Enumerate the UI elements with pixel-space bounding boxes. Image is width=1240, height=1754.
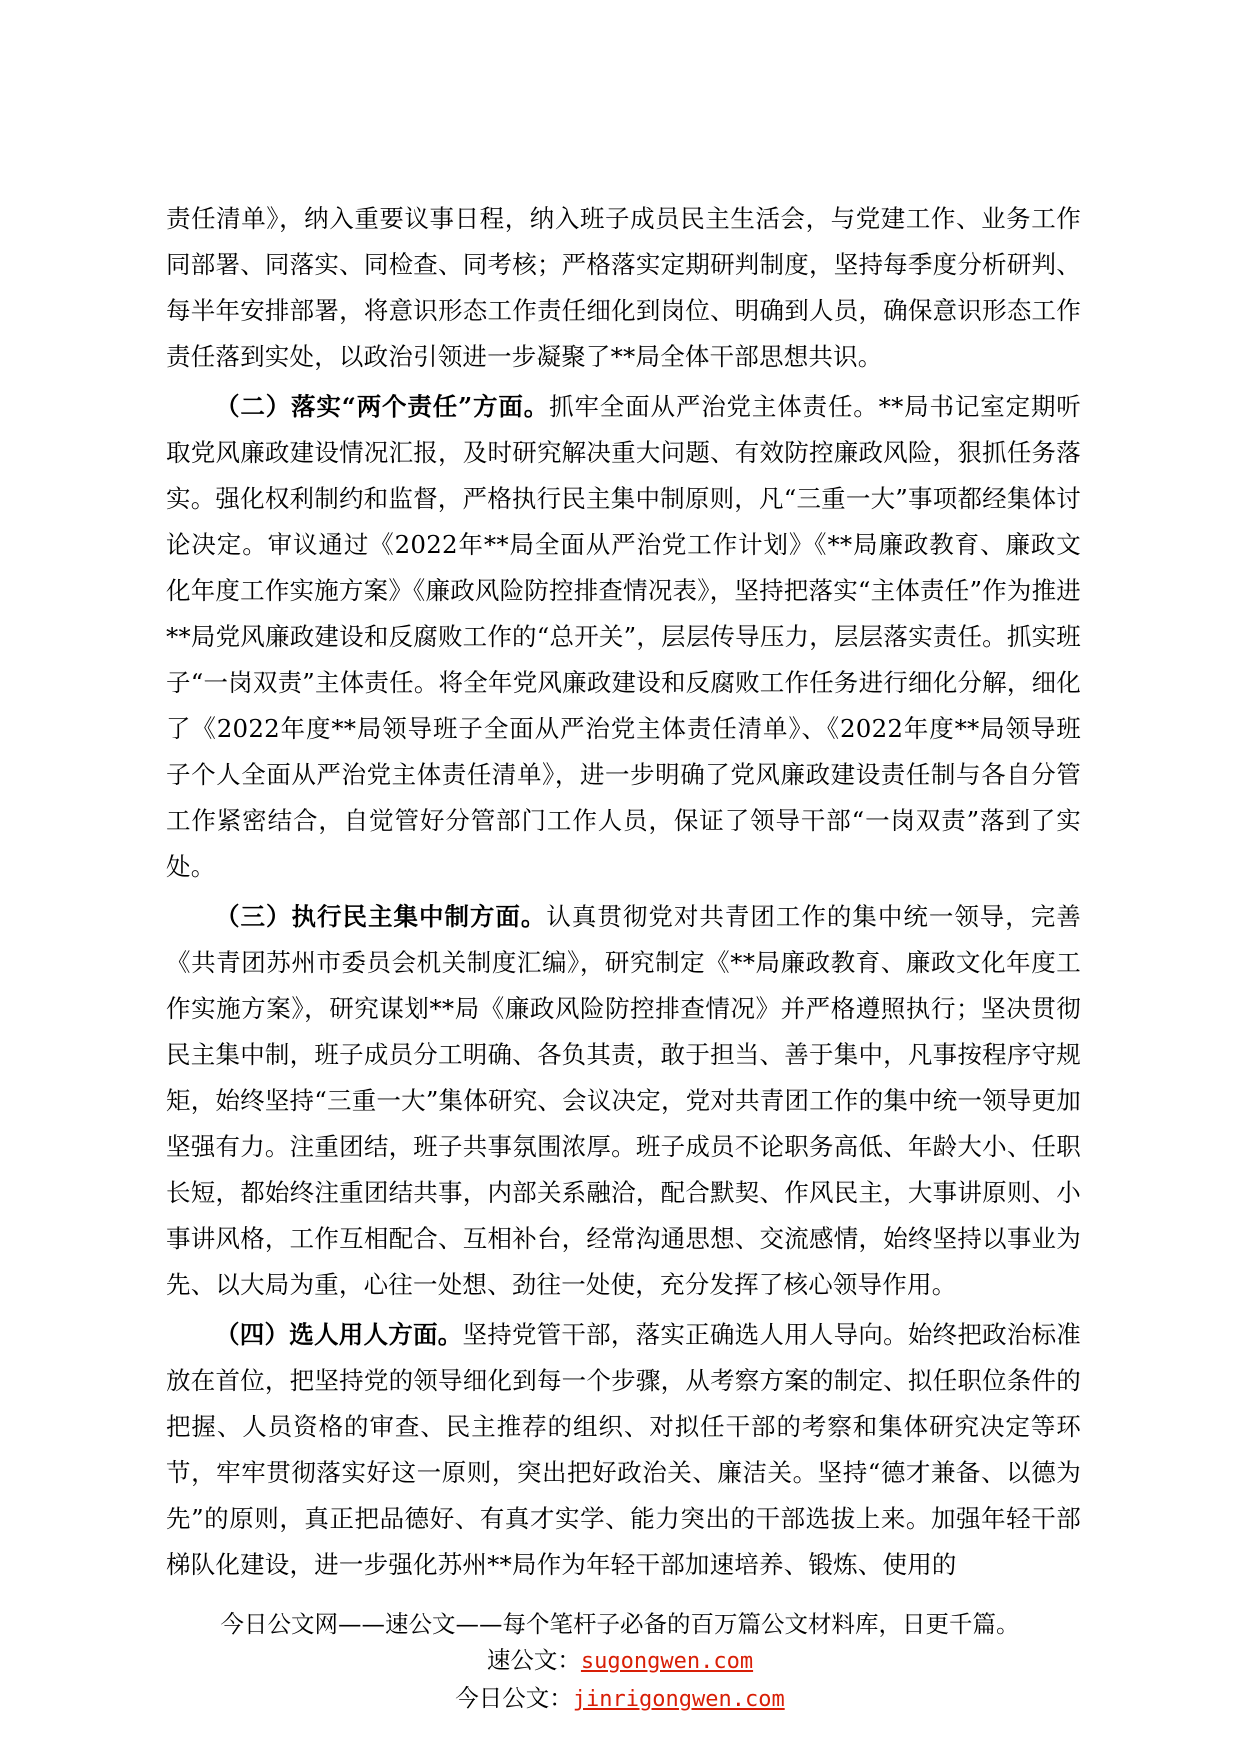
footer-link-sugongwen[interactable]: sugongwen.com bbox=[580, 1649, 754, 1674]
section-paragraph-2 bbox=[166, 384, 1081, 890]
watermark-footer bbox=[0, 1606, 1240, 1718]
footer-site-label-2: 今日公文： bbox=[455, 1684, 573, 1712]
section-body-3: 认真贯彻党对共青团工作的集中统一领导，完善《共青团苏州市委员会机关制度汇编》，研究制定《**局廉政教育、廉政文化年度工作实施方案》，研究谋划**局《廉政风险防控排查情况》并严格遵照执行；坚决贯彻民主集中制，班子成员分工明确、各负其责，敢于担当、善于集中，凡事按程序守规矩，始终坚持“三重一大”集体研究、会议决定，党对共青团工作的集中统一领导更加坚强有力。注重团结，班子共事氛围浓厚。班子成员不论职务高低、年龄大小、任职长短，都始终注重团结共事，内部关系融洽，配合默契、作风民主，大事讲原则、小事讲风格，工作互相配合、互相补台，经常沟通思想、交流感情，始终坚持以事业为先、以大局为重，心往一处想、劲往一处使，充分发挥了核心领导作用。 bbox=[166, 902, 1081, 1299]
footer-site-label-1: 速公文： bbox=[486, 1646, 581, 1674]
section-body-4: 坚持党管干部，落实正确选人用人导向。始终把政治标准放在首位，把坚持党的领导细化到每一个步骤，从考察方案的制定、拟任职位条件的把握、人员资格的审查、民主推荐的组织、对拟任干部的考察和集体研究决定等环节，牢牢贯彻落实好这一原则，突出把好政治关、廉洁关。坚持“德才兼备、以德为先”的原则，真正把品德好、有真才实学、能力突出的干部选拔上来。加强年轻干部梯队化建设，进一步强化苏州**局作为年轻干部加速培养、锻炼、使用的 bbox=[166, 1320, 1082, 1579]
section-heading-4: （四）选人用人方面。 bbox=[215, 1320, 463, 1349]
footer-site-line-1 bbox=[0, 1642, 1240, 1680]
footer-slogan: 今日公文网——速公文——每个笔杆子必备的百万篇公文材料库，日更千篇。 bbox=[220, 1610, 1020, 1638]
continuation-paragraph: 责任清单》，纳入重要议事日程，纳入班子成员民主生活会，与党建工作、业务工作同部署、同落实、同检查、同考核；严格落实定期研判制度，坚持每季度分析研判、每半年安排部署，将意识形态工作责任细化到岗位、明确到人员，确保意识形态工作责任落到实处，以政治引领进一步凝聚了**局全体干部思想共识。 bbox=[166, 204, 1081, 371]
footer-link-jinrigongwen[interactable]: jinrigongwen.com bbox=[572, 1687, 785, 1712]
footer-site-line-2 bbox=[0, 1680, 1240, 1718]
section-paragraph-4 bbox=[166, 1312, 1081, 1588]
section-heading-3: （三）执行民主集中制方面。 bbox=[215, 902, 547, 931]
section-body-2: 抓牢全面从严治党主体责任。**局书记室定期听取党风廉政建设情况汇报，及时研究解决重大问题、有效防控廉政风险，狠抓任务落实。强化权利制约和监督，严格执行民主集中制原则，凡“三重一大”事项都经集体讨论决定。审议通过《2022年**局全面从严治党工作计划》《**局廉政教育、廉政文化年度工作实施方案》《廉政风险防控排查情况表》，坚持把落实“主体责任”作为推进**局党风廉政建设和反腐败工作的“总开关”，层层传导压力，层层落实责任。抓实班子“一岗双责”主体责任。将全年党风廉政建设和反腐败工作任务进行细化分解，细化了《2022年度**局领导班子全面从严治党主体责任清单》、《2022年度**局领导班子个人全面从严治党主体责任清单》，进一步明确了党风廉政建设责任制与各自分管工作紧密结合，自觉管好分管部门工作人员，保证了领导干部“一岗双责”落到了实处。 bbox=[166, 392, 1081, 881]
section-heading-2: （二）落实“两个责任”方面。 bbox=[215, 392, 550, 421]
section-paragraph-3 bbox=[166, 894, 1081, 1308]
document-body bbox=[166, 196, 1081, 1592]
